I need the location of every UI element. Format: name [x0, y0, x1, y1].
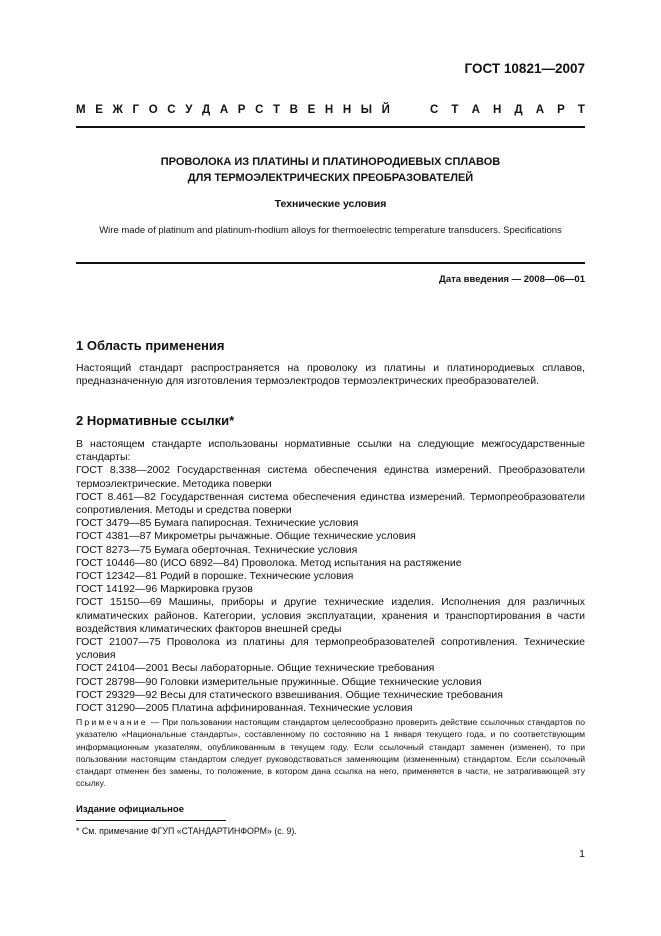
reference-item: ГОСТ 10446—80 (ИСО 6892—84) Проволока. Метод испытания на растяжение	[76, 556, 462, 569]
banner-letter: Т	[577, 104, 585, 116]
title-line-2: ДЛЯ ТЕРМОЭЛЕКТРИЧЕСКИХ ПРЕОБРАЗОВАТЕЛЕЙ	[187, 172, 474, 184]
english-title: Wire made of platinum and platinum-rhodium alloys for thermoelectric temperature transducers. Specifications	[99, 225, 562, 236]
banner-letter: Ж	[112, 104, 123, 116]
reference-item: ГОСТ 28798—90 Головки измерительные пружинные. Общие технические условия	[76, 675, 482, 688]
banner-letter: М	[76, 104, 86, 116]
document-title	[76, 154, 585, 186]
reference-item: ГОСТ 24104—2001 Весы лабораторные. Общие технические требования	[76, 662, 435, 675]
banner-letter: Д	[202, 104, 211, 116]
reference-item: ГОСТ 21007—75 Проволока из платины для термопреобразователей сопротивления. Технические условия	[76, 636, 585, 662]
reference-item: ГОСТ 8.338—2002 Государственная система обеспечения единства измерений. Преобразователи термоэлектрические. Методика поверки	[76, 464, 585, 490]
reference-item: ГОСТ 14192—96 Маркировка грузов	[76, 583, 253, 596]
standard-type-word-standard	[430, 104, 585, 116]
section-2-body	[76, 438, 585, 715]
title-line-1: ПРОВОЛОКА ИЗ ПЛАТИНЫ И ПЛАТИНОРОДИЕВЫХ СПЛАВОВ	[160, 156, 501, 168]
section-2-heading: 2 Нормативные ссылки*	[76, 413, 235, 428]
reference-item: ГОСТ 8.461—82 Государственная система обеспечения единства измерений. Термопреобразователи сопротивления. Методы и средства поверки	[76, 490, 585, 517]
banner-letter: Г	[132, 104, 140, 116]
banner-letter: Ы	[360, 104, 373, 116]
reference-item: ГОСТ 12342—81 Родий в порошке. Технические условия	[76, 570, 354, 583]
gost-code: ГОСТ 10821—2007	[464, 61, 585, 76]
references-note	[76, 716, 585, 790]
note-label: Примечание	[76, 717, 148, 727]
reference-item: ГОСТ 8273—75 Бумага оберточная. Технические условия	[76, 543, 358, 556]
banner-letter: Р	[237, 104, 246, 116]
banner-letter: Р	[557, 104, 565, 116]
banner-letter: Й	[381, 104, 390, 116]
title-rule	[76, 262, 585, 264]
banner-letter: Е	[307, 104, 316, 116]
banner-letter: Н	[492, 104, 502, 116]
banner-letter: Е	[95, 104, 103, 116]
section-1-body	[76, 362, 585, 388]
reference-item: ГОСТ 15150—69 Машины, приборы и другие технические изделия. Исполнения для различных климатических районов. Категории, условия эксплуатации, хранения и транспортирования в части воздействия климатических факторов внешней среды	[76, 596, 585, 635]
reference-item: ГОСТ 31290—2005 Платина аффинированная. Технические условия	[76, 702, 413, 715]
section-1-heading: 1 Область применения	[76, 338, 225, 353]
banner-letter: С	[255, 104, 264, 116]
reference-item: ГОСТ 29329—92 Весы для статического взвешивания. Общие технические требования	[76, 688, 503, 701]
header-rule	[76, 126, 585, 128]
banner-letter: А	[471, 104, 480, 116]
banner-letter: О	[148, 104, 158, 116]
standard-type-banner	[76, 104, 585, 116]
banner-letter: Д	[514, 104, 523, 116]
section-2-intro: В настоящем стандарте использованы нормативные ссылки на следующие межгосударственные стандарты:	[76, 438, 585, 464]
introduction-date: Дата введения — 2008—06—01	[439, 274, 585, 285]
reference-item: ГОСТ 4381—87 Микрометры рычажные. Общие технические условия	[76, 530, 416, 543]
banner-letter: А	[219, 104, 229, 116]
banner-letter: Т	[273, 104, 281, 116]
section-1-paragraph: Настоящий стандарт распространяется на проволоку из платины и платинородиевых сплавов, предназначенную для изготовления термоэлектродов термоэлектрических преобразователей.	[76, 362, 585, 388]
official-edition-label: Издание официальное	[76, 804, 184, 815]
banner-letter: С	[167, 104, 176, 116]
note-text: — При пользовании настоящим стандартом целесообразно проверить действие ссылочных стандартов по указателю «Национальные стандарты», составленному по состоянию на 1 января текущего года, и по соответствующим информационным указателям, опубликованным в текущем году. Если ссылочный стандарт заменен (изменен), то при пользовании настоящим стандартом следует руководствоваться заменяющим (измененным) стандартом. Если ссылочный стандарт отменен без замены, то положение, в котором дана ссылка на него, применяется в части, не затрагивающей эту ссылку.	[76, 717, 585, 789]
banner-letter: Н	[342, 104, 352, 116]
banner-letter: У	[185, 104, 193, 116]
reference-item: ГОСТ 3479—85 Бумага папиросная. Технические условия	[76, 517, 359, 530]
page-number: 1	[579, 848, 585, 860]
footnote-rule	[76, 820, 226, 821]
document-subtitle: Технические условия	[274, 198, 387, 210]
banner-letter: В	[289, 104, 298, 116]
standard-type-word-interstate	[76, 104, 390, 116]
footnote: * См. примечание ФГУП «СТАНДАРТИНФОРМ» (с. 9).	[76, 826, 297, 836]
banner-letter: А	[535, 104, 545, 116]
banner-letter: С	[430, 104, 439, 116]
banner-letter: Н	[324, 104, 334, 116]
banner-letter: Т	[451, 104, 459, 116]
